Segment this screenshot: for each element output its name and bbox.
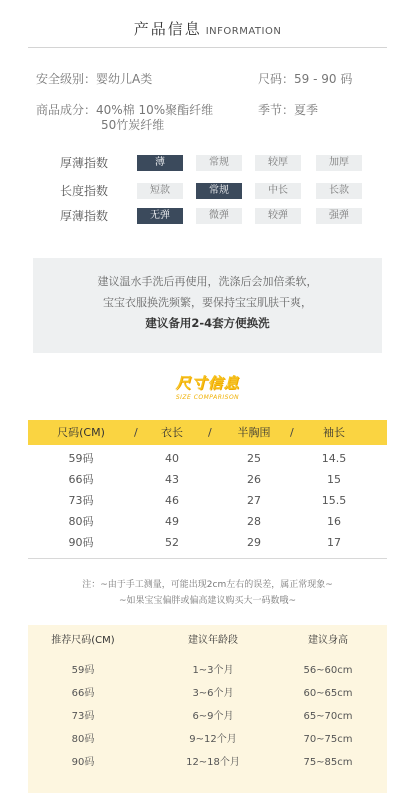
section-header-information [0, 18, 415, 39]
size-cell: 66码 [68, 473, 94, 486]
index-chip-elasticity-1: 微弹 [196, 208, 242, 224]
recommend-cell: 6~9个月 [192, 711, 234, 722]
info-safety-level: 安全级别：婴幼儿A类 [36, 72, 153, 86]
size-col-length: 衣长 [161, 426, 183, 439]
size-title-en: SIZE COMPARISON [175, 394, 240, 401]
note-line-1: 注：~由于手工测量，可能出现2cm左右的误差，属正常现象~ [82, 580, 333, 590]
recommend-cell: 75~85cm [303, 757, 353, 768]
note-line-2: ~如果宝宝偏胖或偏高建议购买大一码数哦~ [118, 596, 297, 606]
index-chip-thickness-0: 薄 [137, 155, 183, 171]
index-label-length: 长度指数 [60, 184, 109, 198]
wash-line-2: 宝宝衣服换洗频繁，要保持宝宝肌肤干爽， [103, 296, 312, 309]
size-table-row [28, 511, 387, 532]
size-cell: 43 [165, 473, 179, 486]
size-table-row [28, 490, 387, 511]
size-cell: 27 [247, 494, 261, 507]
size-table-header [28, 420, 387, 445]
recommend-cell: 66码 [71, 688, 95, 699]
index-chip-elasticity-0: 无弹 [137, 208, 183, 224]
index-chip-thickness-2: 较厚 [255, 155, 301, 171]
header-title-en: INFORMATION [205, 26, 282, 37]
index-chip-length-1: 常规 [196, 183, 242, 199]
size-table-row [28, 448, 387, 469]
size-col-size: 尺码(CM) [57, 426, 105, 439]
recommend-size-box [28, 625, 387, 793]
wash-line-1: 建议温水手洗后再使用，洗涤后会加倍柔软， [97, 275, 318, 288]
recommend-header-cell: 建议身高 [308, 635, 348, 646]
header-divider [28, 47, 387, 48]
recommend-cell: 59码 [71, 665, 95, 676]
size-table-row [28, 532, 387, 553]
index-chip-elasticity-2: 较弹 [255, 208, 301, 224]
header-separator: / [134, 426, 138, 439]
recommend-cell: 3~6个月 [192, 688, 234, 699]
index-chip-length-0: 短款 [137, 183, 183, 199]
index-label-elasticity: 厚薄指数 [60, 209, 109, 223]
header-separator: / [290, 426, 294, 439]
recommend-cell: 65~70cm [303, 711, 353, 722]
size-cell: 29 [247, 536, 261, 549]
size-cell: 15 [327, 473, 341, 486]
size-col-chest: 半胸围 [237, 426, 271, 439]
size-cell: 17 [327, 536, 341, 549]
size-cell: 59码 [68, 452, 94, 465]
size-cell: 80码 [68, 515, 94, 528]
recommend-cell: 70~75cm [303, 734, 353, 745]
index-chip-length-2: 中长 [255, 183, 301, 199]
wash-line-3: 建议备用2-4套方便换洗 [145, 316, 270, 330]
recommend-header-cell: 建议年龄段 [188, 635, 238, 646]
header-separator: / [208, 426, 212, 439]
size-cell: 16 [327, 515, 341, 528]
size-cell: 49 [165, 515, 179, 528]
info-composition-cont: 50竹炭纤维 [101, 118, 165, 132]
recommend-cell: 60~65cm [303, 688, 353, 699]
size-cell: 73码 [68, 494, 94, 507]
index-chip-length-3: 长款 [316, 183, 362, 199]
wash-advice-box [33, 258, 382, 353]
recommend-cell: 80码 [71, 734, 95, 745]
recommend-cell: 56~60cm [303, 665, 353, 676]
size-cell: 28 [247, 515, 261, 528]
size-cell: 40 [165, 452, 179, 465]
size-cell: 14.5 [321, 452, 347, 465]
size-table-row [28, 469, 387, 490]
recommend-header-cell: 推荐尺码(CM) [51, 635, 115, 646]
size-section-title [0, 372, 415, 401]
index-chip-thickness-1: 常规 [196, 155, 242, 171]
index-chip-thickness-3: 加厚 [316, 155, 362, 171]
size-cell: 90码 [68, 536, 94, 549]
info-composition: 商品成分：40%棉 10%聚酯纤维 [36, 103, 214, 117]
size-cell: 52 [165, 536, 179, 549]
size-title-cn: 尺寸信息 [175, 374, 240, 392]
recommend-cell: 12~18个月 [186, 757, 240, 768]
size-col-sleeve: 袖长 [323, 426, 345, 439]
size-table-bottom-line [28, 558, 387, 559]
size-cell: 46 [165, 494, 179, 507]
info-season: 季节：夏季 [258, 103, 319, 117]
index-chip-elasticity-3: 强弹 [316, 208, 362, 224]
recommend-cell: 9~12个月 [189, 734, 237, 745]
index-label-thickness: 厚薄指数 [60, 156, 109, 170]
recommend-cell: 90码 [71, 757, 95, 768]
size-cell: 25 [247, 452, 261, 465]
header-title-cn: 产品信息 [133, 20, 202, 38]
size-cell: 26 [247, 473, 261, 486]
info-size-range: 尺码：59 - 90 码 [258, 72, 353, 86]
recommend-cell: 73码 [71, 711, 95, 722]
recommend-cell: 1~3个月 [192, 665, 234, 676]
size-cell: 15.5 [321, 494, 347, 507]
